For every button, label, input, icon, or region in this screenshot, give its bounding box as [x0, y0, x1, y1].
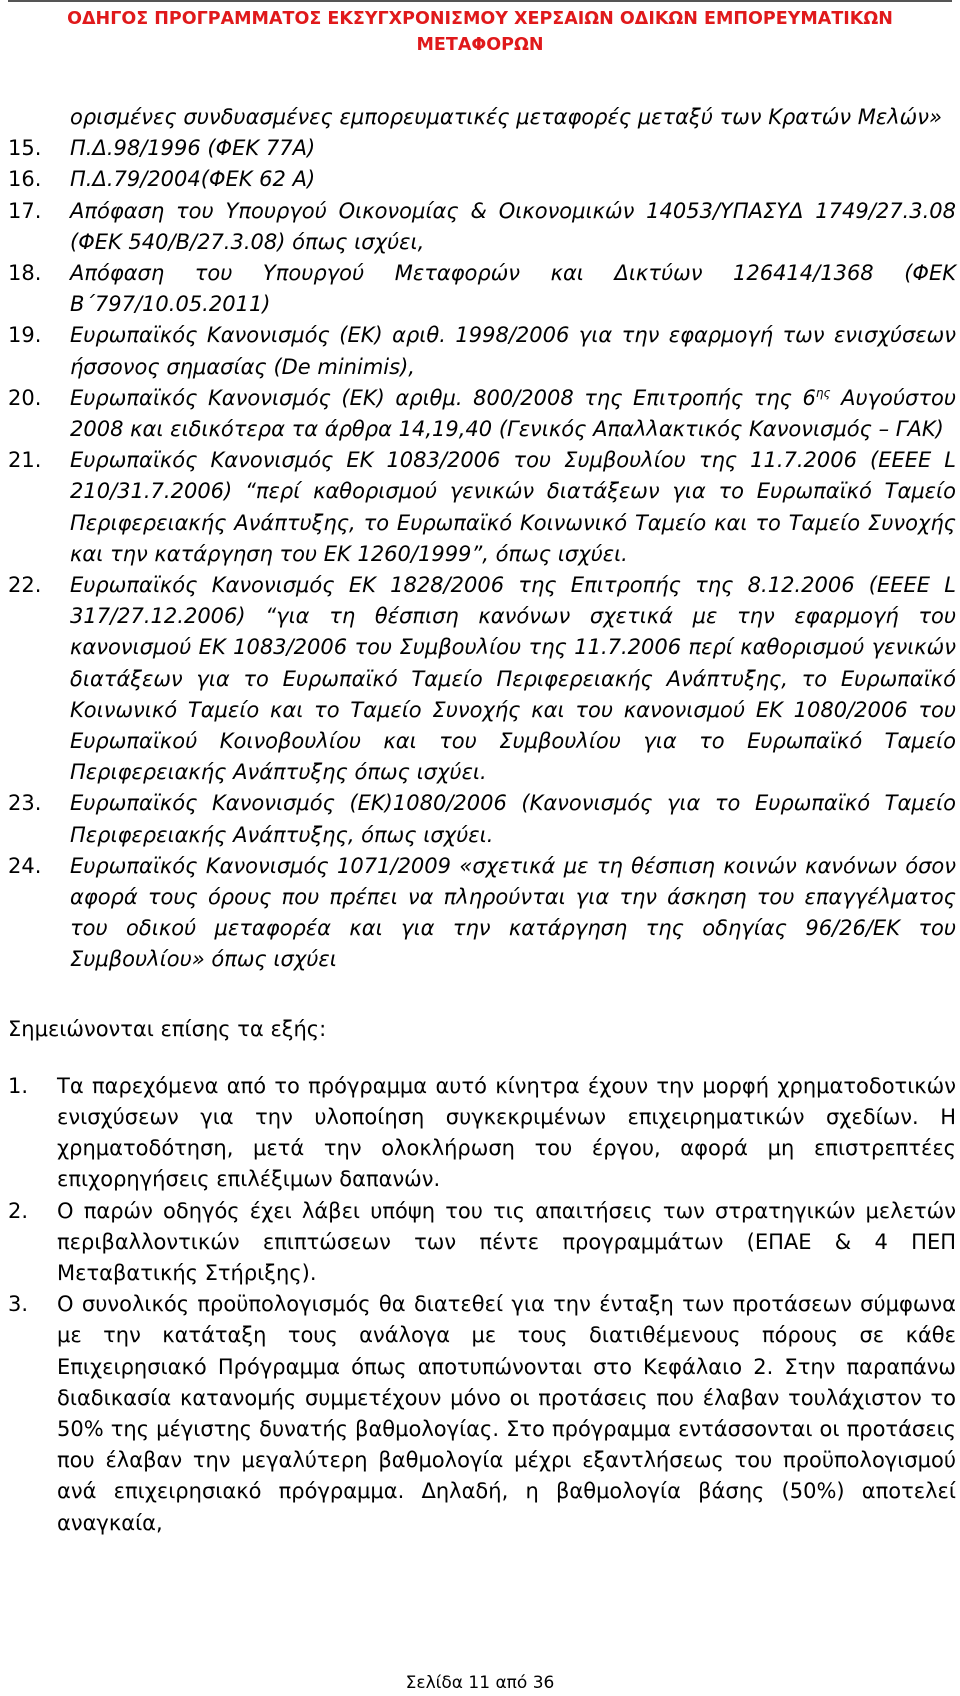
note-number: 2.	[8, 1198, 29, 1223]
reference-continuation: ορισμένες συνδυασμένες εμπορευματικές μεταφορές μεταξύ των Κρατών Μελών»	[70, 105, 942, 129]
note-text: Ο συνολικός προϋπολογισμός θα διατεθεί για την ένταξη των προτάσεων σύμφωνα με την κατάταξη τους ανάλογα με τους διατιθέμενους πόρους σε κάθε Επιχειρησιακό Πρόγραμμα όπως αποτυπώνονται στο Κεφάλαιο 2. Στην παραπάνω διαδικασία κατανομής συμμετέχουν μόνο οι προτάσεις που έλαβαν τουλάχιστον το 50% της μέγιστης δυνατής βαθμολογίας. Στο πρόγραμμα εντάσσονται οι προτάσεις που έλαβαν την μεγαλύτερη βαθμολογία μέχρι εξαντλήσεως του προϋπολογισμού ανά επιχειρησιακό πρόγραμμα. Δηλαδή, η βαθμολογία βάσης (50%) αποτελεί αναγκαία,	[57, 1292, 956, 1535]
note-item	[8, 1196, 956, 1290]
note-text: Ο παρών οδηγός έχει λάβει υπόψη του τις απαιτήσεις των στρατηγικών μελετών περιβαλλοντικών επιπτώσεων των πέντε προγραμμάτων (ΕΠΑΕ & 4 ΠΕΠ Μεταβατικής Στήριξης).	[57, 1198, 956, 1285]
notes-intro: Σημειώνονται επίσης τα εξής:	[8, 1016, 327, 1041]
reference-number: 22.	[8, 573, 42, 598]
reference-item	[8, 851, 956, 976]
reference-number: 23.	[8, 791, 42, 816]
document-header	[0, 6, 960, 58]
notes-list	[8, 1071, 956, 1539]
reference-item	[8, 570, 956, 788]
note-number: 1.	[8, 1073, 29, 1098]
note-text: Τα παρεχόμενα από το πρόγραμμα αυτό κίνητρα έχουν την μορφή χρηματοδοτικών ενισχύσεων για την υλοποίηση συγκεκριμένων επιχειρηματικών σχεδίων. Η χρηματοδότηση, μετά την ολοκλήρωση του έργου, αφορά μη επιστρεπτέες επιχορηγήσεις επιλέξιμων δαπανών.	[57, 1073, 956, 1192]
reference-number: 21.	[8, 448, 42, 473]
reference-text: Ευρωπαϊκός Κανονισμός (ΕΚ)1080/2006 (Κανονισμός για το Ευρωπαϊκό Ταμείο Περιφερειακής Ανάπτυξης, όπως ισχύει.	[70, 791, 956, 847]
note-item	[8, 1289, 956, 1539]
reference-number: 16.	[8, 167, 42, 192]
reference-item	[8, 320, 956, 382]
note-item	[8, 1071, 956, 1196]
reference-number: 24.	[8, 853, 42, 878]
reference-number: 19.	[8, 323, 42, 348]
reference-item	[8, 445, 956, 570]
reference-item	[8, 164, 956, 195]
reference-item	[8, 788, 956, 850]
reference-number: 18.	[8, 261, 42, 286]
reference-text: Π.Δ.98/1996 (ΦΕΚ 77Α)	[70, 136, 316, 161]
page-footer	[0, 1673, 960, 1693]
header-rule	[8, 0, 952, 2]
reference-item	[8, 258, 956, 320]
reference-text: Ευρωπαϊκός Κανονισμός (ΕΚ) αριθ. 1998/2006 για την εφαρμογή των ενισχύσεων ήσσονος σημασίας (De minimis),	[70, 323, 956, 379]
reference-superscript: ης	[815, 385, 831, 400]
reference-text: Π.Δ.79/2004(ΦΕΚ 62 Α)	[70, 167, 316, 192]
header-title-line2: ΜΕΤΑΦΟΡΩΝ	[416, 35, 544, 55]
references-list	[8, 102, 956, 976]
reference-number: 15.	[8, 136, 42, 161]
reference-text: Ευρωπαϊκός Κανονισμός ΕΚ 1828/2006 της Επιτροπής της 8.12.2006 (ΕΕΕΕ L 317/27.12.2006) “για τη θέσπιση κανόνων σχετικά με την εφαρμογή του κανονισμού ΕΚ 1083/2006 του Συμβουλίου της 11.7.2006 περί καθορισμού γενικών διατάξεων για το Ευρωπαϊκό Ταμείο Περιφερειακής Ανάπτυξης, το Ευρωπαϊκό Κοινωνικό Ταμείο και το Ταμείο Συνοχής και του κανονισμού ΕΚ 1080/2006 του Ευρωπαϊκού Κοινοβουλίου και του Συμβουλίου για το Ευρωπαϊκό Ταμείο Περιφερειακής Ανάπτυξης όπως ισχύει.	[70, 573, 956, 785]
reference-text: Ευρωπαϊκός Κανονισμός 1071/2009 «σχετικά με τη θέσπιση κοινών κανόνων όσον αφορά τους όρους που πρέπει να πληρούνται για την άσκηση του επαγγέλματος του οδικού μεταφορέα και για την κατάργηση της οδηγίας 96/26/ΕΚ του Συμβουλίου» όπως ισχύει	[70, 853, 956, 972]
note-number: 3.	[8, 1292, 29, 1317]
reference-text-before: Ευρωπαϊκός Κανονισμός (ΕΚ) αριθμ. 800/2008 της Επιτροπής της 6	[70, 385, 816, 410]
header-title-line1: ΟΔΗΓΟΣ ΠΡΟΓΡΑΜΜΑΤΟΣ ΕΚΣΥΓΧΡΟΝΙΣΜΟΥ ΧΕΡΣΑΙΩΝ ΟΔΙΚΩΝ ΕΜΠΟΡΕΥΜΑΤΙΚΩΝ	[67, 9, 893, 29]
reference-item	[8, 133, 956, 164]
reference-number: 20.	[8, 385, 42, 410]
document-body	[8, 102, 956, 1539]
page-number-label: Σελίδα 11 από 36	[405, 1673, 555, 1693]
reference-text: Ευρωπαϊκός Κανονισμός ΕΚ 1083/2006 του Συμβουλίου της 11.7.2006 (ΕΕΕΕ L 210/31.7.2006) “περί καθορισμού γενικών διατάξεων για το Ευρωπαϊκό Ταμείο Περιφερειακής Ανάπτυξης, το Ευρωπαϊκό Κοινωνικό Ταμείο και το Ταμείο Συνοχής και την κατάργηση του ΕΚ 1260/1999”, όπως ισχύει.	[70, 448, 956, 566]
reference-text: Απόφαση του Υπουργού Μεταφορών και Δικτύων 126414/1368 (ΦΕΚ Β΄797/10.05.2011)	[70, 261, 956, 317]
reference-number: 17.	[8, 198, 42, 223]
reference-text: Απόφαση του Υπουργού Οικονομίας & Οικονομικών 14053/ΥΠΑΣΥΔ 1749/27.3.08 (ΦΕΚ 540/Β/27.3.08) όπως ισχύει,	[70, 198, 956, 254]
reference-item	[8, 383, 956, 445]
reference-item	[8, 196, 956, 258]
reference-text-after: Αυγούστου 2008 και ειδικότερα τα άρθρα 14,19,40 (Γενικός Απαλλακτικός Κανονισμός – ΓΑΚ)	[70, 385, 956, 442]
